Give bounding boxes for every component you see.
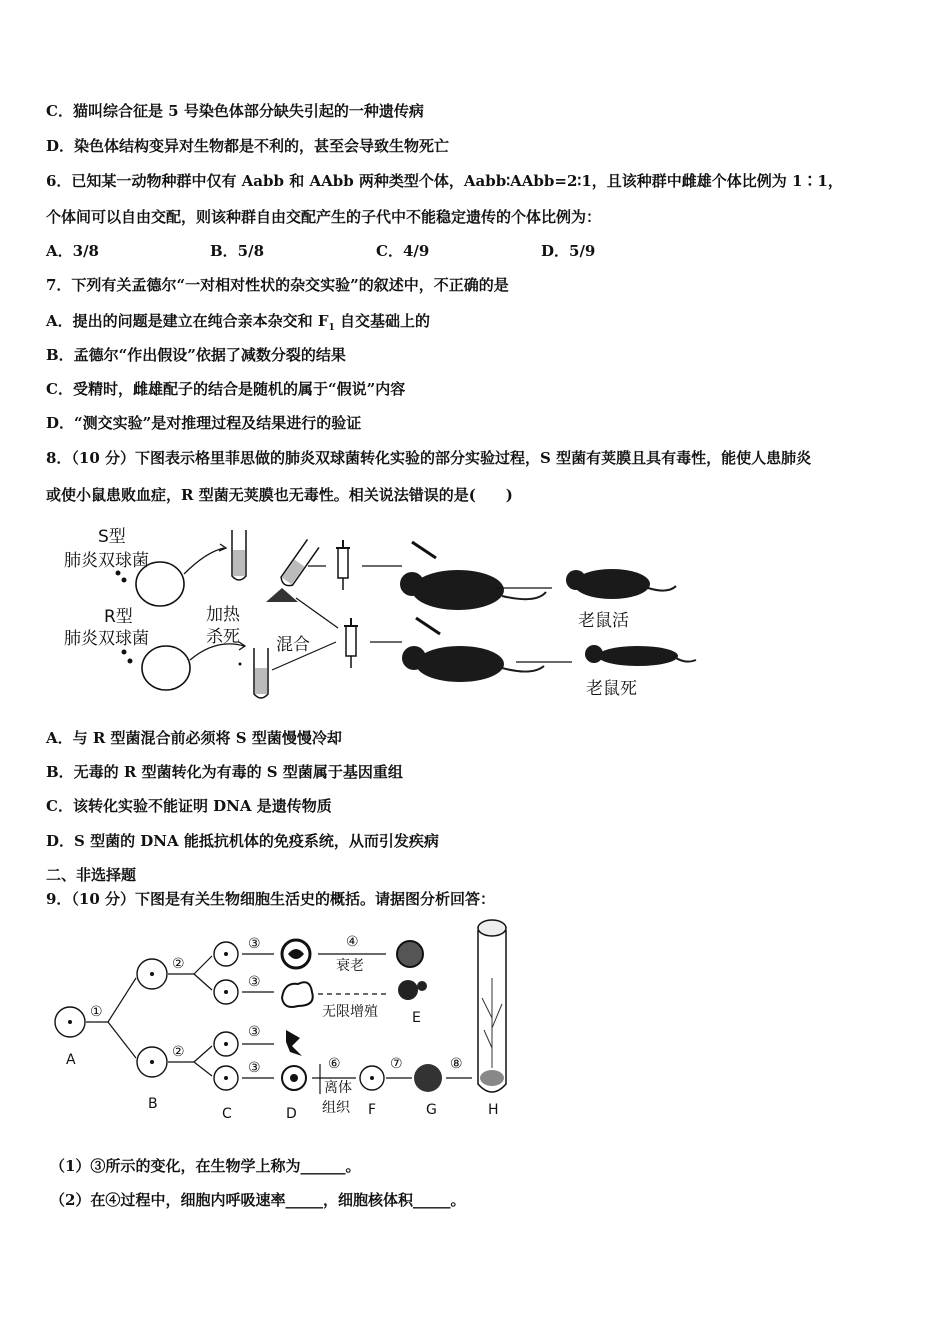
mouse-alive-label: 老鼠活 xyxy=(578,611,629,631)
q7-option-a-text-end: 自交基础上的 xyxy=(334,312,431,330)
s-type-label: S型 xyxy=(98,527,126,547)
q8-stem-line2: 或使小鼠患败血症，R 型菌无荚膜也无毒性。相关说法错误的是( ) xyxy=(46,486,513,504)
test-tube-r-icon xyxy=(254,648,268,698)
injection-syringe-icon xyxy=(412,542,436,558)
connector-line xyxy=(194,956,212,974)
arrow-icon xyxy=(296,598,338,628)
prev-option-d: D．染色体结构变异对生物都是不利的，甚至会导致生物死亡 xyxy=(46,137,450,155)
syringe-icon xyxy=(336,540,350,590)
connector-line xyxy=(108,978,136,1022)
step-2-label: ② xyxy=(172,956,185,972)
q6-option-d: D．5/9 xyxy=(541,242,596,260)
q9-sub2: （2）在④过程中，细胞内呼吸速率_____，细胞核体积_____。 xyxy=(50,1191,466,1209)
kill-label: 杀死 xyxy=(206,627,240,647)
heating-lamp-icon xyxy=(266,588,298,602)
q9-sub1: （1）③所示的变化，在生物学上称为______。 xyxy=(50,1157,361,1175)
injection-syringe-icon xyxy=(416,618,440,634)
nucleus xyxy=(224,990,228,994)
q8-option-a: A．与 R 型菌混合前必须将 S 型菌慢慢冷却 xyxy=(46,729,342,747)
step-3-label: ③ xyxy=(248,936,261,952)
q7-option-a-text: A．提出的问题是建立在纯合亲本杂交和 F xyxy=(46,312,329,330)
subscript-1: 1 xyxy=(328,323,335,333)
bacteria-dot xyxy=(239,663,242,666)
step-2-label: ② xyxy=(172,1044,185,1060)
syringe-icon xyxy=(344,618,358,668)
detached-label: 离体 xyxy=(324,1080,352,1096)
mouse-icon xyxy=(402,646,544,682)
connector-line xyxy=(108,1022,136,1058)
mouse-alive-icon xyxy=(566,569,676,599)
bacteria-dot xyxy=(122,650,127,655)
bacteria-dot xyxy=(116,571,121,576)
bacteria-dot xyxy=(122,578,127,583)
test-tube-s-icon xyxy=(232,530,246,580)
nucleus xyxy=(370,1076,374,1080)
nucleus xyxy=(150,1060,154,1064)
arrow-icon xyxy=(184,548,224,574)
mix-label: 混合 xyxy=(276,635,310,655)
cancer-cluster-icon xyxy=(417,981,427,991)
label-h: H xyxy=(488,1102,499,1118)
q7-stem: 7．下列有关孟德尔“一对相对性状的杂交实验”的叙述中，不正确的是 xyxy=(46,276,509,294)
infinite-proliferation-label: 无限增殖 xyxy=(322,1004,378,1020)
q9-stem: 9．（10 分）下图是有关生物细胞生活史的概括。请据图分析回答： xyxy=(46,890,496,908)
q7-option-b: B．孟德尔“作出假设”依据了减数分裂的结果 xyxy=(46,346,346,364)
step-6-label: ⑥ xyxy=(328,1056,341,1072)
arrow-head-icon xyxy=(219,544,226,551)
step-3-label: ③ xyxy=(248,1060,261,1076)
aging-cell-icon xyxy=(397,941,423,967)
q6-stem-line2: 个体间可以自由交配，则该种群自由交配产生的子代中不能稳定遗传的个体比例为： xyxy=(46,208,602,226)
heat-label: 加热 xyxy=(206,605,240,625)
tissue-label: 组织 xyxy=(322,1100,350,1116)
q6-option-c: C．4/9 xyxy=(376,242,430,260)
step-4-label: ④ xyxy=(346,934,359,950)
label-b: B xyxy=(148,1096,158,1112)
nucleus xyxy=(224,1076,228,1080)
label-g: G xyxy=(426,1102,437,1118)
q8-stem-line1: 8．（10 分）下图表示格里菲思做的肺炎双球菌转化实验的部分实验过程，S 型菌有荚膜且具有毒性，能使人患肺炎 xyxy=(46,449,812,467)
aging-label: 衰老 xyxy=(336,958,364,974)
q8-option-c: C．该转化实验不能证明 DNA 是遗传物质 xyxy=(46,797,332,815)
cancer-cluster-icon xyxy=(398,980,418,1000)
step-3-label: ③ xyxy=(248,974,261,990)
callus-icon xyxy=(414,1064,442,1092)
nucleus xyxy=(290,1074,298,1082)
step-1-label: ① xyxy=(90,1004,103,1020)
q7-option-d: D．“测交实验”是对推理过程及结果进行的验证 xyxy=(46,414,362,432)
mouse-dead-icon xyxy=(585,645,696,666)
connector-line xyxy=(194,1046,212,1062)
q7-option-c: C．受精时，雌雄配子的结合是随机的属于“假说”内容 xyxy=(46,380,406,398)
q6-option-a: A．3/8 xyxy=(46,242,99,260)
cancer-cell-icon xyxy=(282,982,313,1007)
nucleus xyxy=(150,972,154,976)
label-c: C xyxy=(222,1106,232,1122)
culture-dish-s xyxy=(136,562,184,606)
nucleus xyxy=(224,952,228,956)
r-name-label: 肺炎双球菌 xyxy=(64,629,149,649)
bacteria-dot xyxy=(128,659,133,664)
prev-option-c: C．猫叫综合征是 5 号染色体部分缺失引起的一种遗传病 xyxy=(46,102,424,120)
label-d: D xyxy=(286,1106,297,1122)
q6-option-b: B．5/8 xyxy=(210,242,265,260)
step-8-label: ⑧ xyxy=(450,1056,463,1072)
label-f: F xyxy=(368,1102,377,1118)
nucleus xyxy=(224,1042,228,1046)
r-type-label: R型 xyxy=(104,607,133,627)
cell-life-history-figure xyxy=(46,918,526,1128)
section-title: 二、非选择题 xyxy=(46,866,137,884)
label-e: E xyxy=(412,1010,421,1026)
neuron-cell-icon xyxy=(286,1030,302,1056)
label-a: A xyxy=(66,1052,76,1068)
tilted-tube-icon xyxy=(279,539,319,588)
step-7-label: ⑦ xyxy=(390,1056,403,1072)
q8-option-b: B．无毒的 R 型菌转化为有毒的 S 型菌属于基因重组 xyxy=(46,763,403,781)
nucleus xyxy=(68,1020,72,1024)
step-3-label: ③ xyxy=(248,1024,261,1040)
s-name-label: 肺炎双球菌 xyxy=(64,551,149,571)
mouse-icon xyxy=(400,570,546,610)
q8-option-d: D．S 型菌的 DNA 能抵抗机体的免疫系统，从而引发疾病 xyxy=(46,832,439,850)
q7-option-a xyxy=(46,311,430,338)
test-tube-plantlet-icon xyxy=(478,920,506,1092)
mouse-dead-label: 老鼠死 xyxy=(586,679,637,699)
griffith-experiment-figure xyxy=(46,518,706,708)
connector-line xyxy=(194,974,212,990)
connector-line xyxy=(194,1062,212,1076)
q6-stem-line1: 6．已知某一动物种群中仅有 Aabb 和 AAbb 两种类型个体，Aabb∶AAbb=2∶1，且该种群中雌雄个体比例为 1∶1， xyxy=(46,172,843,190)
culture-dish-r xyxy=(142,646,190,690)
